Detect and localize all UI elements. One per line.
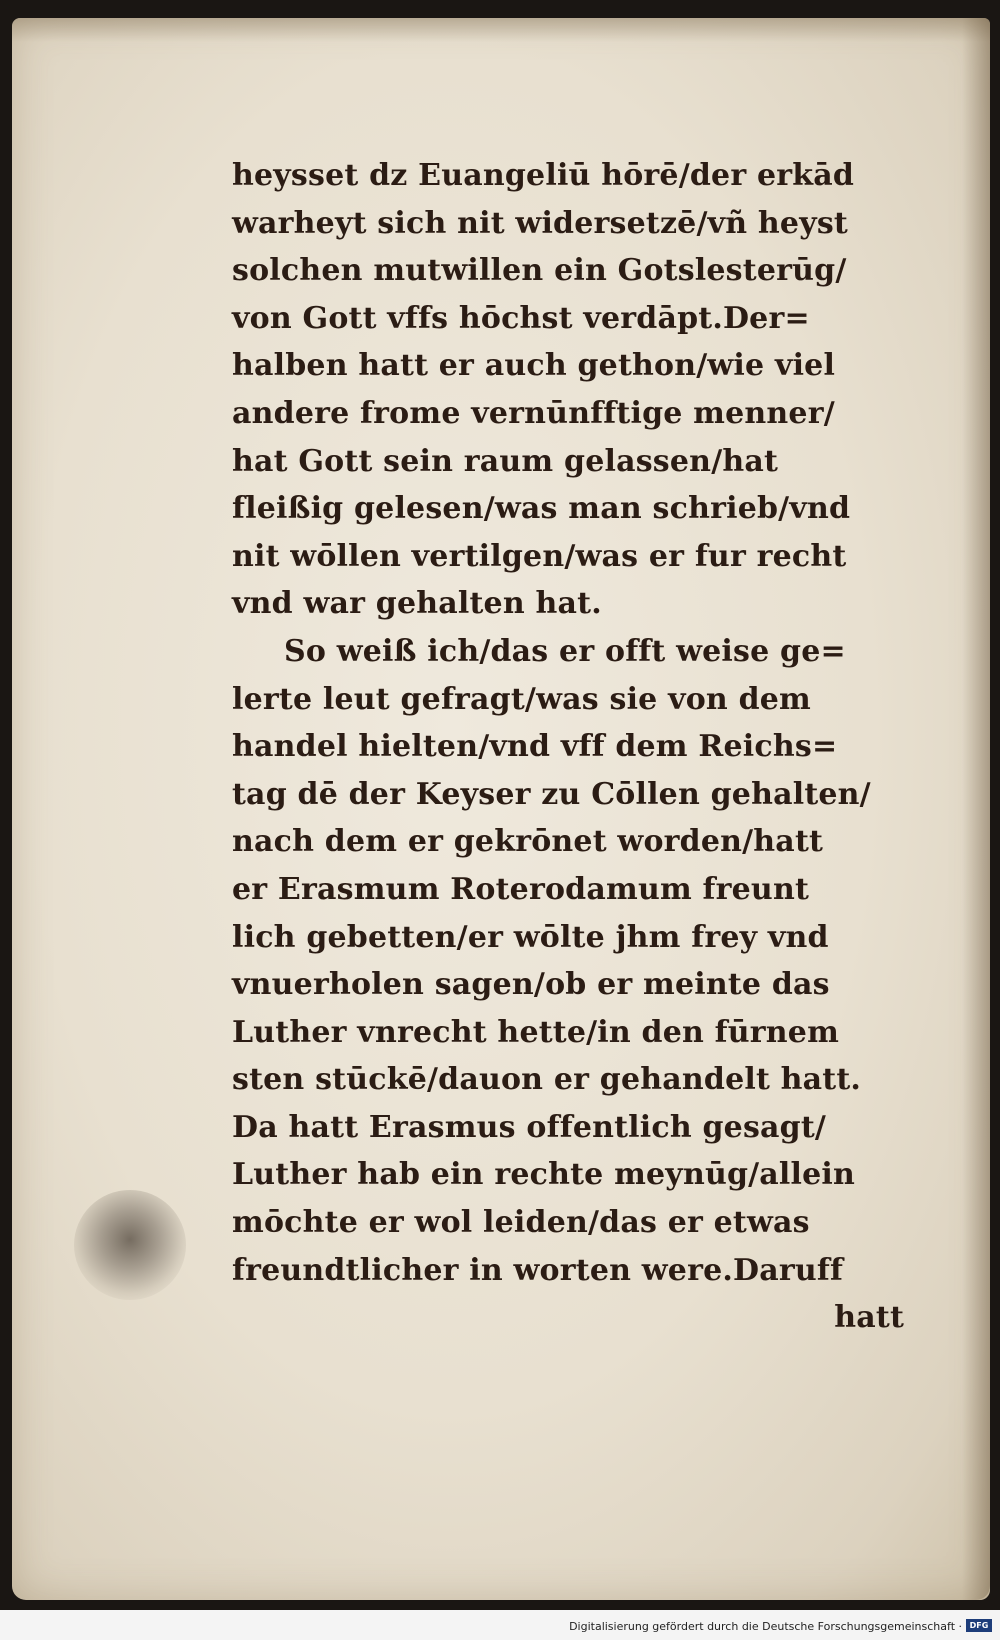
text-line: mōchte er wol leiden/das er etwas [232,1205,810,1241]
text-line: nit wōllen vertilgen/was er fur recht [232,538,847,574]
text-line: lerte leut gefragt/was sie von dem [232,681,811,717]
paragraph-start-line: So weiß ich/das er offt weise ge= [284,633,846,669]
catchword: hatt [834,1300,904,1336]
page-top-edge [12,18,990,42]
text-line: Da hatt Erasmus offentlich gesagt/ [232,1109,827,1145]
text-line: handel hielten/vnd vff dem Reichs= [232,729,838,765]
text-line: andere frome vernūnfftige menner/ [232,395,835,431]
page-text [232,152,912,1342]
text-line: solchen mutwillen ein Gotslesterūg/ [232,253,847,289]
dfg-logo: DFG [966,1619,992,1632]
text-line: nach dem er gekrōnet worden/hatt [232,824,824,860]
text-line: vnd war gehalten hat. [232,586,602,622]
text-line: er Erasmum Roterodamum freunt [232,871,810,907]
digitization-footer [0,1610,1000,1640]
text-line: heysset dz Euangeliū hōrē/der erkād [232,158,855,193]
funding-credit: Digitalisierung gefördert durch die Deutsche Forschungsgemeinschaft · [569,1620,962,1633]
text-line: freundtlicher in worten were.Daruff [232,1252,844,1288]
text-line: warheyt sich nit widersetzē/vñ heyst [232,205,848,241]
text-line: halben hatt er auch gethon/wie viel [232,348,836,384]
text-line: von Gott vffs hōchst verdāpt.Der= [232,300,810,336]
text-line: lich gebetten/er wōlte jhm frey vnd [232,919,829,955]
page-right-edge [962,18,990,1600]
text-line: fleißig gelesen/was man schrieb/vnd [232,491,851,527]
text-line: Luther hab ein rechte meynūg/allein [232,1157,856,1193]
text-line: tag dē der Keyser zu Cōllen gehalten/ [232,776,871,812]
text-line: hat Gott sein raum gelassen/hat [232,443,779,479]
ink-stain [74,1190,186,1300]
text-line: Luther vnrecht hette/in den fūrnem [232,1014,840,1050]
text-line: vnuerholen sagen/ob er meinte das [232,967,830,1003]
text-line: sten stūckē/dauon er gehandelt hatt. [232,1062,862,1098]
